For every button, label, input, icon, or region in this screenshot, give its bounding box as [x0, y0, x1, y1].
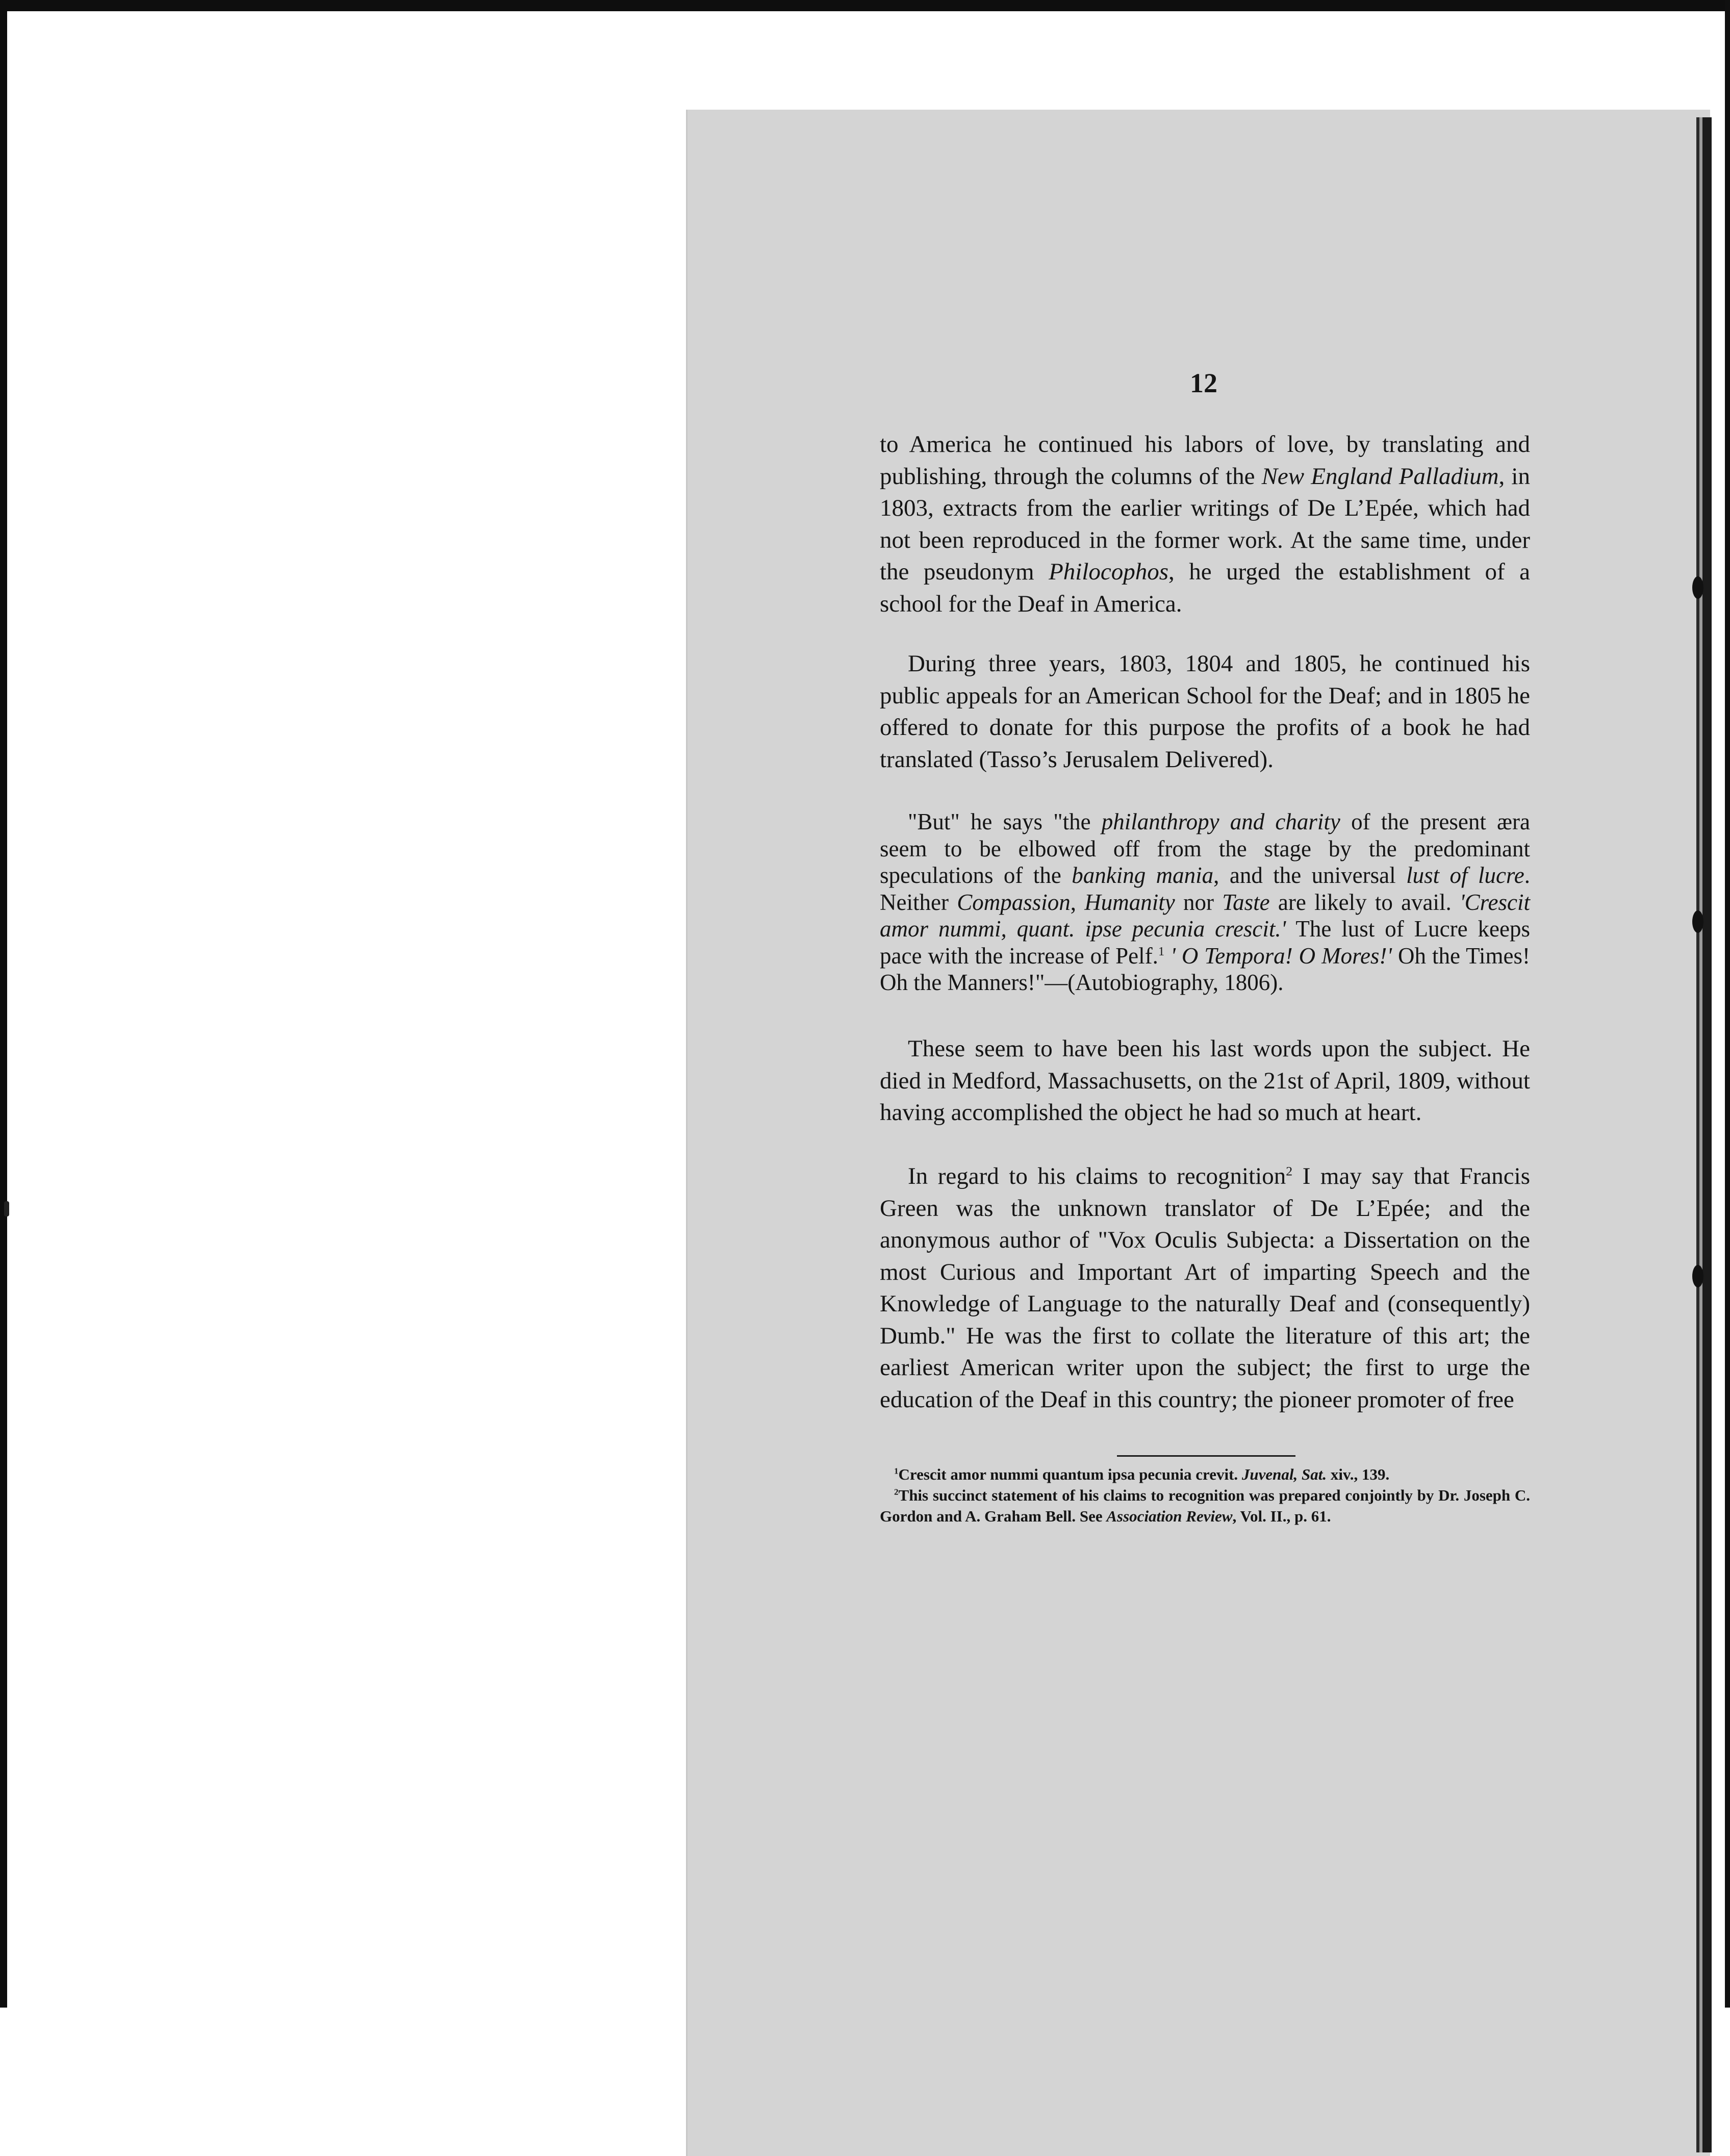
footnote-2: $^2$This succinct statement of his claims to recognition was prepared conjointly by Dr. Joseph C. Gordon and A. Graham Bell. See Association Review, Vol. II., p. 61. [880, 1486, 1530, 1525]
paragraph-4: These seem to have been his last words upon the subject. He died in Medford, Massachusetts, on the 21st of April, 1809, without having accomplished the object he had so much at heart. [880, 1035, 1530, 1126]
page-sheet [686, 110, 1710, 2156]
scan-border-right [1725, 0, 1730, 2008]
scan-artifact [4, 1201, 9, 1216]
binding-spine [1696, 117, 1712, 2152]
scan-border-left [0, 0, 7, 2008]
binding-stitch [1692, 910, 1703, 933]
paragraph-2: During three years, 1803, 1804 and 1805, he continued his public appeals for an American School for the Deaf; and in 1805 he offered to donate for this purpose the profits of a book he had translated (Tasso’s Jerusalem Delivered). [880, 650, 1530, 773]
footnote-ref-2: 2 [1286, 1163, 1293, 1179]
footnotes [880, 1464, 1530, 1527]
paragraph-5: In regard to his claims to recognition$^2$ I may say that Francis Green was the unknown translator of De L’Epée; and the anonymous author of "Vox Oculis Subjecta: a Dissertation on the most Curious and Important Art of imparting Speech and the Knowledge of Language to the naturally Deaf and (consequently) Dumb." He was the first to collate the literature of this art; the earliest American writer upon the subject; the first to urge the education of the Deaf in this country; the pioneer promoter of free [880, 1163, 1531, 1413]
scan-border-top [0, 0, 1730, 11]
footnote-ref-1: 1 [1158, 944, 1165, 958]
footnote-separator [1117, 1455, 1295, 1457]
binding-stitch [1692, 1265, 1703, 1287]
footnote-1: $^1$Crescit amor nummi quantum ipsa pecunia crevit. Juvenal, Sat. xiv., 139. [894, 1465, 1390, 1483]
binding-stitch [1692, 576, 1703, 599]
page-number: 12 [1190, 368, 1217, 398]
paragraph-1: to America he continued his labors of love, by translating and publishing, through the columns of the New England Palladium, in 1803, extracts from the earlier writings of De L’Epée, which had not been reproduced in the former work. At the same time, under the pseudonym Philocophos, he urged the establishment of a school for the Deaf in America. [880, 431, 1530, 617]
paragraph-3-quotation: "But" he says "the philanthropy and charity of the present æra seem to be elbowed off from the stage by the predominant speculations of the banking mania, and the universal lust of lucre. Neither Compassion, Humanity nor Taste are likely to avail. 'Crescit amor nummi, quant. ipse pecunia crescit.' The lust of Lucre keeps pace with the increase of Pelf.$^1$ ' O Tempora! O Mores!' Oh the Times! Oh the Manners!"—(Autobiography, 1806). [880, 809, 1531, 995]
